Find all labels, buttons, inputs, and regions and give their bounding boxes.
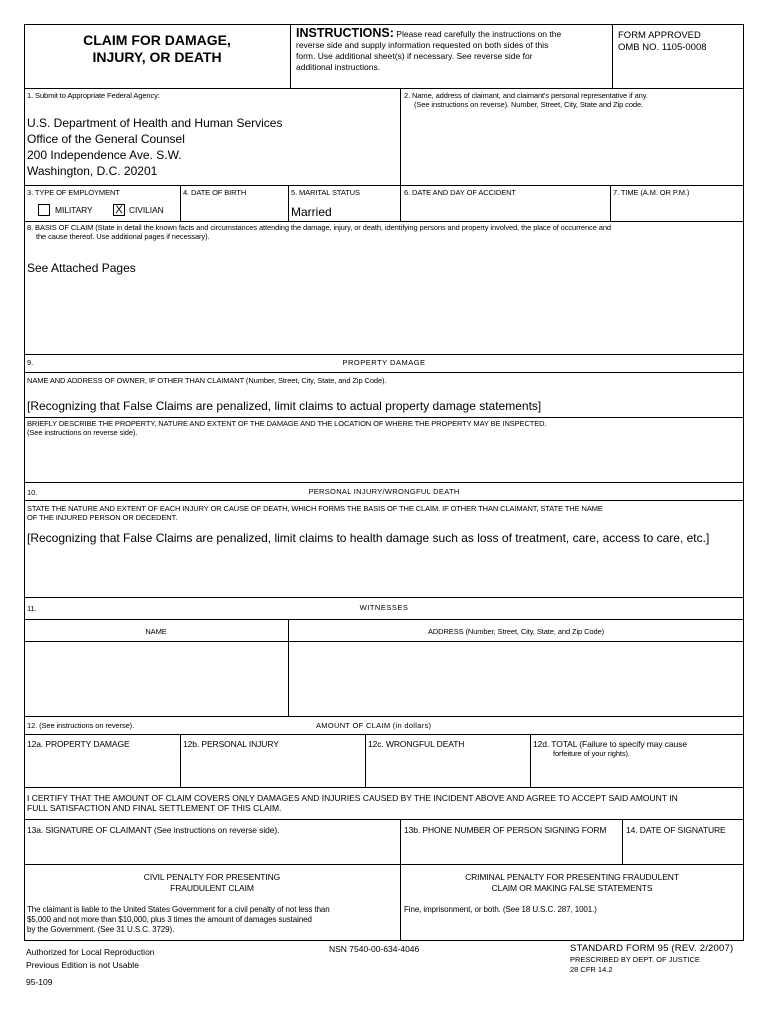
civil-heading-line1: CIVIL PENALTY FOR PRESENTING xyxy=(143,872,281,882)
civilian-check-mark: X xyxy=(115,204,123,216)
signature-date-field[interactable] xyxy=(624,838,742,863)
basis-of-claim-value[interactable]: See Attached Pages xyxy=(27,261,136,275)
certification-line1: I CERTIFY THAT THE AMOUNT OF CLAIM COVERS ONLY DAMAGES AND INJURIES CAUSED BY THE INCIDENT ABOVE AND AGREE TO ACCEPT SAID AMOUNT IN xyxy=(27,793,678,803)
criminal-heading-line2: CLAIM OR MAKING FALSE STATEMENTS xyxy=(491,883,653,893)
witness-address-header: ADDRESS (Number, Street, City, State, and Zip Code) xyxy=(427,627,605,636)
date-of-birth-field[interactable] xyxy=(182,198,286,220)
field3-label: 3. TYPE OF EMPLOYMENT xyxy=(27,188,120,197)
civil-text-line2: $5,000 and not more than $10,000, plus 3 times the amount of damages sustained xyxy=(27,915,312,924)
field12b-label: 12b. PERSONAL INJURY xyxy=(183,739,279,749)
field10-number: 10. xyxy=(27,488,38,497)
instructions-text-1: Please read carefully the instructions on the xyxy=(396,29,562,39)
witnesses-heading: WITNESSES xyxy=(359,603,409,612)
marital-status-value[interactable]: Married xyxy=(291,205,332,219)
certification-line2: FULL SATISFACTION AND FINAL SETTLEMENT OF THIS CLAIM. xyxy=(27,803,282,813)
certification-text xyxy=(27,793,678,813)
total-amount[interactable] xyxy=(532,762,742,785)
form-title-line2: INJURY, OR DEATH xyxy=(92,49,222,65)
field8-label-line2: the cause thereof. Use additional pages if necessary). xyxy=(36,232,210,241)
criminal-penalty-heading xyxy=(400,872,744,894)
instructions-text-4: additional instructions. xyxy=(296,62,381,72)
owner-value[interactable]: [Recognizing that False Claims are penalized, limit claims to actual property damage statements] xyxy=(27,399,542,413)
field12d-label xyxy=(533,740,687,758)
field2-label xyxy=(404,91,648,109)
civil-text-line1: The claimant is liable to the United States Government for a civil penalty of not less than xyxy=(27,905,330,914)
form-title-line1: CLAIM FOR DAMAGE, xyxy=(83,32,231,48)
injury-value[interactable]: [Recognizing that False Claims are penalized, limit claims to health damage such as loss of treatment, care, access to care, etc.] xyxy=(27,531,710,545)
field8-label-line1: 8. BASIS OF CLAIM (State in detail the known facts and circumstances attending the damage, injury, or death, identifying persons and property involved, the place of occurrence and xyxy=(27,223,611,232)
field12d-line2: forfeiture of your rights). xyxy=(553,749,630,758)
field12d-line1: 12d. TOTAL (Failure to specify may cause xyxy=(533,739,687,749)
phone-number-field[interactable] xyxy=(402,838,620,863)
previous-edition-text: Previous Edition is not Usable xyxy=(26,960,139,970)
injury-label xyxy=(27,504,603,522)
nsn-number: NSN 7540-00-634-4046 xyxy=(329,944,420,954)
agency-line3: 200 Independence Ave. S.W. xyxy=(27,148,182,162)
instructions-text-3: form. Use additional sheet(s) if necessary. See reverse side for xyxy=(296,51,533,61)
form-code: 95-109 xyxy=(26,977,53,987)
injury-label-line2: OF THE INJURED PERSON OR DECEDENT. xyxy=(27,513,178,522)
field5-label: 5. MARITAL STATUS xyxy=(291,188,360,197)
footer-right xyxy=(570,943,733,975)
claimant-signature-field[interactable] xyxy=(26,838,398,863)
omb-number: OMB NO. 1105-0008 xyxy=(618,42,707,53)
property-describe-line2: (See instructions on reverse side). xyxy=(27,428,138,437)
field11-number: 11. xyxy=(27,604,37,613)
injury-heading: PERSONAL INJURY/WRONGFUL DEATH xyxy=(308,487,460,496)
wrongful-death-amount[interactable] xyxy=(367,752,528,785)
personal-injury-amount[interactable] xyxy=(182,752,363,785)
accident-time-field[interactable] xyxy=(612,198,742,220)
field1-label: 1. Submit to Appropriate Federal Agency: xyxy=(27,91,160,100)
field14-label: 14. DATE OF SIGNATURE xyxy=(626,825,726,835)
field8-label xyxy=(27,223,611,241)
field12c-label: 12c. WRONGFUL DEATH xyxy=(368,739,465,749)
claimant-address-field[interactable] xyxy=(402,112,742,184)
witness-name-header: NAME xyxy=(145,627,167,636)
prescribed-by: PRESCRIBED BY DEPT. OF JUSTICE xyxy=(570,955,700,964)
property-describe-label xyxy=(27,419,546,437)
footer-left xyxy=(26,946,155,972)
field12a-label: 12a. PROPERTY DAMAGE xyxy=(27,739,130,749)
cfr-reference: 28 CFR 14.2 xyxy=(570,965,613,974)
civil-penalty-text xyxy=(27,905,330,935)
witness-address-field[interactable] xyxy=(290,643,742,714)
standard-form-number: STANDARD FORM 95 (REV. 2/2007) xyxy=(570,943,734,954)
form-approval xyxy=(618,30,707,54)
property-damage-amount[interactable] xyxy=(26,752,178,785)
instructions-block xyxy=(296,28,608,73)
field7-label: 7. TIME (A.M. OR P.M.) xyxy=(613,188,690,197)
field2-label-line2: (See instructions on reverse). Number, Street, City, State and Zip code. xyxy=(414,100,644,109)
criminal-penalty-text: Fine, imprisonment, or both. (See 18 U.S.C. 287, 1001.) xyxy=(404,905,597,914)
field13a-label: 13a. SIGNATURE OF CLAIMANT (See instructions on reverse side). xyxy=(27,825,280,835)
field2-label-line1: 2. Name, address of claimant, and claimant's personal representative if any. xyxy=(404,91,648,100)
field12-label: 12. (See instructions on reverse). xyxy=(27,721,135,730)
agency-line2: Office of the General Counsel xyxy=(27,132,185,146)
witness-name-field[interactable] xyxy=(26,643,286,714)
amount-heading: AMOUNT OF CLAIM (in dollars) xyxy=(316,721,432,730)
injury-label-line1: STATE THE NATURE AND EXTENT OF EACH INJURY OR CAUSE OF DEATH, WHICH FORMS THE BASIS OF THE CLAIM. IF OTHER THAN CLAIMANT, STATE THE NAME xyxy=(27,504,603,513)
civilian-checkbox[interactable] xyxy=(113,204,125,216)
authorized-text: Authorized for Local Reproduction xyxy=(26,947,155,957)
field9-number: 9. xyxy=(27,358,34,367)
instructions-text-2: reverse side and supply information requested on both sides of this xyxy=(296,40,549,50)
property-damage-heading: PROPERTY DAMAGE xyxy=(342,358,426,367)
criminal-heading-line1: CRIMINAL PENALTY FOR PRESENTING FRAUDULENT xyxy=(465,872,679,882)
field6-label: 6. DATE AND DAY OF ACCIDENT xyxy=(404,188,516,197)
civil-text-line3: by the Government. (See 31 U.S.C. 3729). xyxy=(27,925,175,934)
property-describe-field[interactable] xyxy=(26,440,742,480)
field13b-label: 13b. PHONE NUMBER OF PERSON SIGNING FORM xyxy=(404,825,607,835)
civilian-label: CIVILIAN xyxy=(129,205,164,215)
form-approved-label: FORM APPROVED xyxy=(618,30,701,41)
agency-address[interactable] xyxy=(27,115,397,179)
civil-heading-line2: FRAUDULENT CLAIM xyxy=(170,883,254,893)
form-title xyxy=(24,32,290,66)
agency-line4: Washington, D.C. 20201 xyxy=(27,164,158,178)
accident-date-field[interactable] xyxy=(402,198,608,220)
military-label: MILITARY xyxy=(55,205,93,215)
property-describe-line1: BRIEFLY DESCRIBE THE PROPERTY, NATURE AND EXTENT OF THE DAMAGE AND THE LOCATION OF WHERE THE PROPERTY MAY BE INSPECTED. xyxy=(27,419,547,428)
military-checkbox[interactable] xyxy=(38,204,50,216)
owner-label: NAME AND ADDRESS OF OWNER, IF OTHER THAN CLAIMANT (Number, Street, City, State, and Zip Code). xyxy=(27,376,387,385)
instructions-heading: INSTRUCTIONS: xyxy=(296,26,394,40)
field4-label: 4. DATE OF BIRTH xyxy=(183,188,247,197)
civil-penalty-heading xyxy=(24,872,400,894)
agency-line1: U.S. Department of Health and Human Services xyxy=(27,116,283,130)
